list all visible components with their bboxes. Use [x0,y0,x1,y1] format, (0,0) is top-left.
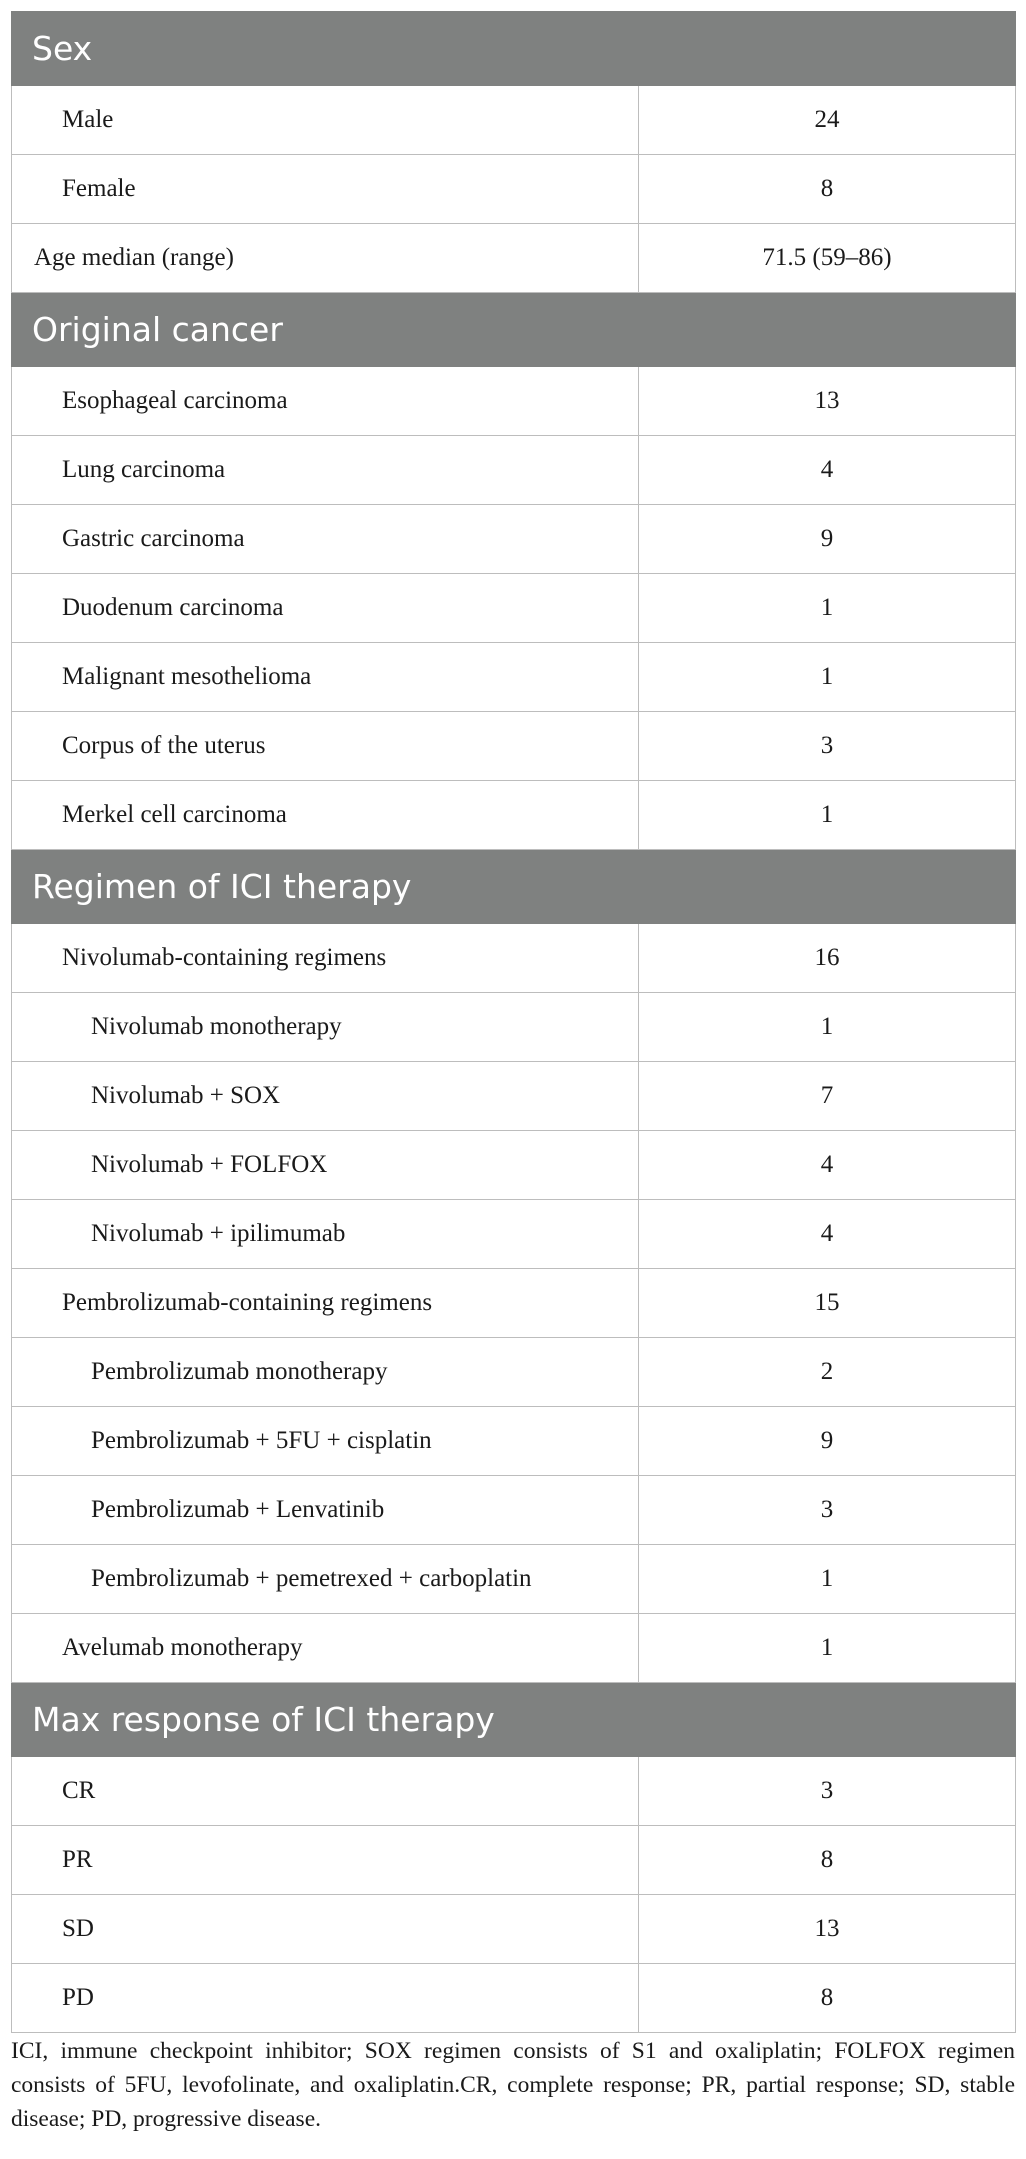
row-value: 7 [639,1062,1016,1131]
row-value: 1 [639,574,1016,643]
row-label: Avelumab monotherapy [12,1614,639,1683]
row-label: PD [12,1964,639,2033]
section-title: Max response of ICI therapy [12,1683,1016,1757]
table-row [12,505,1016,574]
row-value: 9 [639,505,1016,574]
section-title: Original cancer [12,293,1016,367]
row-label: Nivolumab + ipilimumab [12,1200,639,1269]
section-header-row [12,850,1016,924]
section-header-row [12,12,1016,86]
row-label: Male [12,86,639,155]
row-value: 1 [639,643,1016,712]
table-row [12,712,1016,781]
row-label: Lung carcinoma [12,436,639,505]
patient-characteristics-table-wrapper [11,11,1015,2033]
table-row [12,1200,1016,1269]
section-title: Sex [12,12,1016,86]
row-value: 2 [639,1338,1016,1407]
table-row [12,436,1016,505]
row-value: 1 [639,781,1016,850]
table-body [12,12,1016,2033]
section-header-row [12,293,1016,367]
table-row [12,781,1016,850]
row-value: 8 [639,1964,1016,2033]
row-label: Merkel cell carcinoma [12,781,639,850]
row-value: 1 [639,1614,1016,1683]
row-value: 71.5 (59–86) [639,224,1016,293]
table-row [12,1895,1016,1964]
row-value: 8 [639,155,1016,224]
row-label: SD [12,1895,639,1964]
table-row [12,643,1016,712]
table-row [12,1964,1016,2033]
table-row [12,1338,1016,1407]
row-value: 8 [639,1826,1016,1895]
row-label: Gastric carcinoma [12,505,639,574]
row-label: Pembrolizumab + pemetrexed + carboplatin [12,1545,639,1614]
row-label: Female [12,155,639,224]
row-value: 1 [639,993,1016,1062]
row-label: PR [12,1826,639,1895]
section-title: Regimen of ICI therapy [12,850,1016,924]
table-row [12,367,1016,436]
row-value: 15 [639,1269,1016,1338]
row-label: Esophageal carcinoma [12,367,639,436]
table-row [12,924,1016,993]
row-value: 13 [639,367,1016,436]
row-value: 1 [639,1545,1016,1614]
row-label: Corpus of the uterus [12,712,639,781]
row-value: 4 [639,1131,1016,1200]
table-row [12,155,1016,224]
row-label: Pembrolizumab monotherapy [12,1338,639,1407]
table-row [12,1545,1016,1614]
table-row [12,224,1016,293]
row-value: 3 [639,712,1016,781]
table-row [12,1269,1016,1338]
row-value: 16 [639,924,1016,993]
table-row [12,574,1016,643]
table-row [12,1476,1016,1545]
table-footnote: ICI, immune checkpoint inhibitor; SOX regimen consists of S1 and oxaliplatin; FOLFOX regimen consists of 5FU, levofolinate, and oxaliplatin.CR, complete response; PR, partial response; SD, stable disease; PD, progressive disease. [11,2038,1015,2132]
table-row [12,86,1016,155]
row-label: Pembrolizumab + Lenvatinib [12,1476,639,1545]
row-value: 4 [639,436,1016,505]
row-value: 3 [639,1757,1016,1826]
table-row [12,1614,1016,1683]
section-header-row [12,1683,1016,1757]
row-label: Malignant mesothelioma [12,643,639,712]
row-label: Nivolumab + SOX [12,1062,639,1131]
table-row [12,993,1016,1062]
row-label: Pembrolizumab-containing regimens [12,1269,639,1338]
row-label: Age median (range) [12,224,639,293]
row-label: Pembrolizumab + 5FU + cisplatin [12,1407,639,1476]
table-row [12,1757,1016,1826]
row-value: 24 [639,86,1016,155]
row-value: 13 [639,1895,1016,1964]
table-row [12,1826,1016,1895]
table-row [12,1131,1016,1200]
row-label: Nivolumab + FOLFOX [12,1131,639,1200]
row-label: Duodenum carcinoma [12,574,639,643]
row-value: 4 [639,1200,1016,1269]
table-row [12,1407,1016,1476]
row-label: Nivolumab monotherapy [12,993,639,1062]
row-value: 3 [639,1476,1016,1545]
table-row [12,1062,1016,1131]
row-label: CR [12,1757,639,1826]
row-value: 9 [639,1407,1016,1476]
row-label: Nivolumab-containing regimens [12,924,639,993]
patient-characteristics-table [11,11,1016,2033]
